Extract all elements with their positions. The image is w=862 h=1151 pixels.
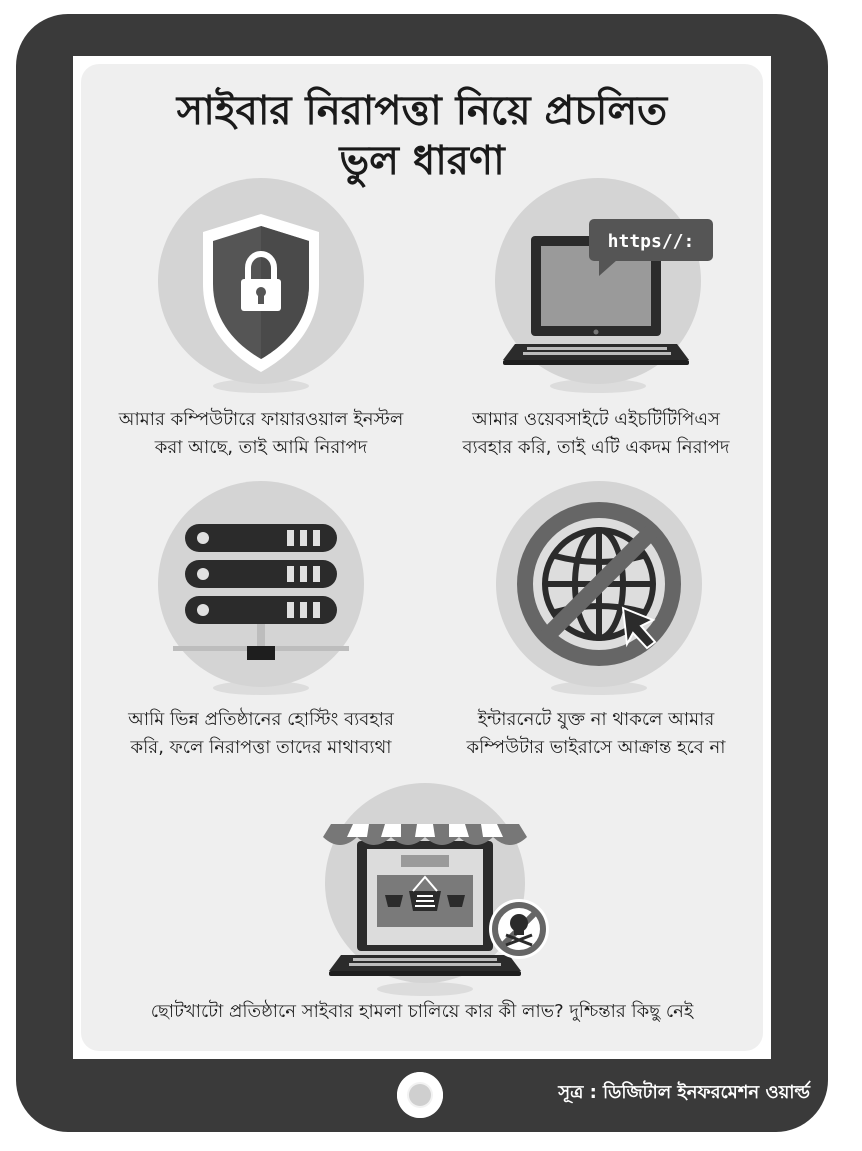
- caption-offline: [436, 706, 756, 762]
- caption-https-line-2: ব্যবহার করি, তাই এটি একদম নিরাপদ: [462, 437, 730, 458]
- caption-hosting-line-2: করি, ফলে নিরাপত্তা তাদের মাথাব্যথা: [130, 737, 392, 758]
- infographic-title: [81, 86, 763, 186]
- https-bubble-text: https//:: [607, 231, 695, 252]
- title-line-2: ভুল ধারণা: [339, 138, 505, 184]
- caption-offline-line-1: ইন্টারনেটে যুক্ত না থাকলে আমার: [477, 709, 715, 730]
- tablet-screen: [73, 56, 771, 1059]
- caption-small-business-line-1: ছোটখাটো প্রতিষ্ঠানে সাইবার হামলা চালিয়ে কার কী লাভ? দুশ্চিন্তার কিছু নেই: [150, 1001, 694, 1022]
- caption-hosting: [101, 706, 421, 762]
- caption-firewall-line-1: আমার কম্পিউটারে ফায়ারওয়াল ইনস্টল: [118, 409, 404, 430]
- caption-https-line-1: আমার ওয়েবসাইটে এইচটিটিপিএস: [472, 409, 720, 430]
- home-button[interactable]: [397, 1072, 443, 1118]
- caption-https: [436, 406, 756, 462]
- laptop-https-icon: [493, 176, 723, 406]
- shield-lock-icon: [151, 176, 371, 406]
- server-rack-icon: [151, 476, 371, 701]
- online-shop-laptop-icon: [313, 777, 573, 1002]
- no-internet-globe-icon: [495, 476, 715, 701]
- caption-firewall-line-2: করা আছে, তাই আমি নিরাপদ: [154, 437, 368, 458]
- caption-firewall: [101, 406, 421, 462]
- caption-offline-line-2: কম্পিউটার ভাইরাসে আক্রান্ত হবে না: [466, 737, 726, 758]
- caption-hosting-line-1: আমি ভিন্ন প্রতিষ্ঠানের হোস্টিং ব্যবহার: [128, 709, 394, 730]
- infographic-panel: [81, 64, 763, 1051]
- source-credit: সূত্র : ডিজিটাল ইনফরমেশন ওয়ার্ল্ড: [558, 1082, 810, 1103]
- caption-small-business: [91, 998, 753, 1026]
- title-line-1: সাইবার নিরাপত্তা নিয়ে প্রচলিত: [176, 88, 668, 134]
